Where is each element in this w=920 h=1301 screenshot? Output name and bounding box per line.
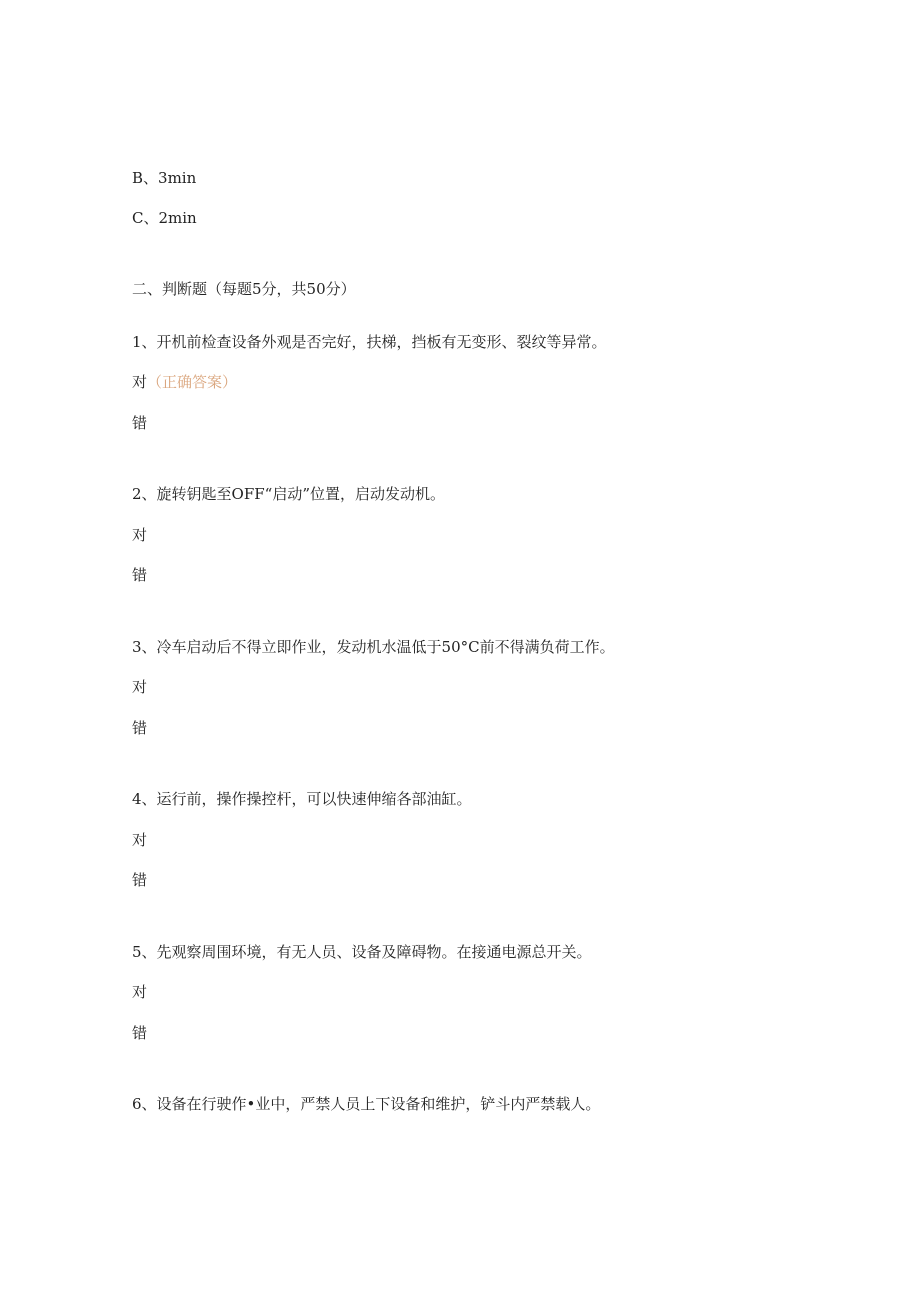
question-1-option-true[interactable] <box>132 372 237 392</box>
option-true-label: 对 <box>132 373 148 391</box>
question-5-option-true[interactable]: 对 <box>132 983 148 1001</box>
question-4-text: 4、运行前，操作操控杆，可以快速伸缩各部油缸。 <box>132 790 472 808</box>
correct-answer-mark: （正确答案） <box>147 373 238 391</box>
question-2-option-true[interactable]: 对 <box>132 526 148 544</box>
option-b: B、3min <box>132 169 197 187</box>
question-3-text: 3、冷车启动后不得立即作业，发动机水温低于50°C前不得满负荷工作。 <box>132 638 615 656</box>
question-1-option-false[interactable]: 错 <box>132 414 148 432</box>
question-6-text: 6、设备在行驶作•业中，严禁人员上下设备和维护，铲斗内严禁载人。 <box>132 1095 601 1113</box>
question-1-text: 1、开机前检查设备外观是否完好，扶梯，挡板有无变形、裂纹等异常。 <box>132 333 607 351</box>
question-3-option-false[interactable]: 错 <box>132 719 148 737</box>
question-2-text: 2、旋转钥匙至OFF“启动”位置，启动发动机。 <box>132 485 445 503</box>
question-4-option-true[interactable]: 对 <box>132 831 148 849</box>
question-3-option-true[interactable]: 对 <box>132 678 148 696</box>
question-4-option-false[interactable]: 错 <box>132 871 148 889</box>
question-5-text: 5、先观察周围环境，有无人员、设备及障碍物。在接通电源总开关。 <box>132 943 592 961</box>
question-5-option-false[interactable]: 错 <box>132 1024 148 1042</box>
section-heading: 二、判断题（每题5分，共50分） <box>132 280 356 298</box>
option-c: C、2min <box>132 209 197 227</box>
question-2-option-false[interactable]: 错 <box>132 566 148 584</box>
